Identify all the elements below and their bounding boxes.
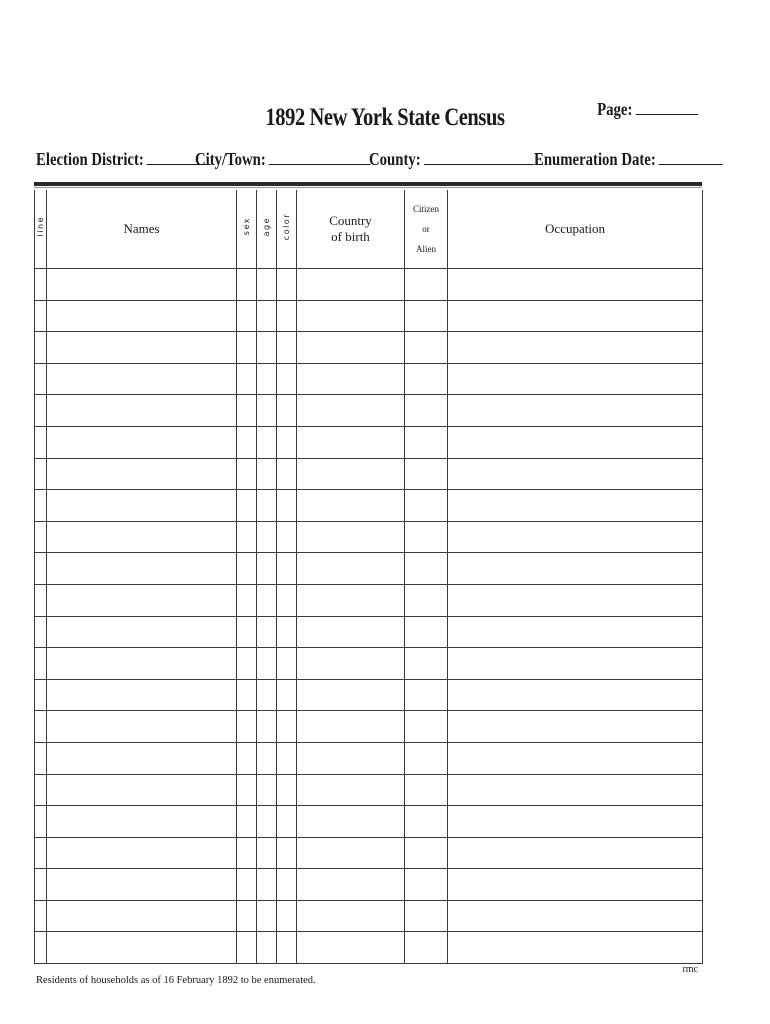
country-of-birth-cell[interactable]	[297, 742, 405, 774]
occupation-cell[interactable]	[448, 458, 703, 490]
country-of-birth-cell[interactable]	[297, 490, 405, 522]
country-of-birth-cell[interactable]	[297, 458, 405, 490]
name-cell[interactable]	[47, 679, 237, 711]
sex-cell[interactable]	[237, 806, 257, 838]
country-of-birth-cell[interactable]	[297, 300, 405, 332]
table-row	[35, 648, 703, 680]
citizen-or-alien-cell[interactable]	[405, 300, 448, 332]
sex-cell[interactable]	[237, 395, 257, 427]
country-of-birth-cell[interactable]	[297, 332, 405, 364]
line-cell[interactable]	[35, 711, 47, 743]
name-cell[interactable]	[47, 395, 237, 427]
name-cell[interactable]	[47, 363, 237, 395]
name-cell[interactable]	[47, 490, 237, 522]
table-row	[35, 426, 703, 458]
line-cell[interactable]	[35, 395, 47, 427]
color-cell[interactable]	[277, 426, 297, 458]
country-of-birth-cell[interactable]	[297, 426, 405, 458]
table-row	[35, 584, 703, 616]
form-initials: rmc	[682, 964, 698, 975]
line-cell[interactable]	[35, 837, 47, 869]
sex-cell[interactable]	[237, 648, 257, 680]
age-cell[interactable]	[257, 869, 277, 901]
color-cell[interactable]	[277, 458, 297, 490]
name-cell[interactable]	[47, 269, 237, 301]
color-cell[interactable]	[277, 521, 297, 553]
name-cell[interactable]	[47, 584, 237, 616]
occupation-cell[interactable]	[448, 426, 703, 458]
sex-cell[interactable]	[237, 363, 257, 395]
page-label: Page:	[597, 99, 633, 119]
country-of-birth-cell[interactable]	[297, 553, 405, 585]
census-rows	[35, 269, 703, 964]
name-cell[interactable]	[47, 900, 237, 932]
col-color: color	[277, 190, 297, 269]
occupation-cell[interactable]	[448, 932, 703, 964]
citizen-or-alien-cell[interactable]	[405, 900, 448, 932]
line-cell[interactable]	[35, 679, 47, 711]
table-row	[35, 521, 703, 553]
name-cell[interactable]	[47, 742, 237, 774]
line-cell[interactable]	[35, 458, 47, 490]
name-cell[interactable]	[47, 774, 237, 806]
color-cell[interactable]	[277, 932, 297, 964]
color-cell[interactable]	[277, 900, 297, 932]
color-cell[interactable]	[277, 332, 297, 364]
occupation-cell[interactable]	[448, 806, 703, 838]
line-cell[interactable]	[35, 363, 47, 395]
occupation-cell[interactable]	[448, 521, 703, 553]
citizen-or-alien-cell[interactable]	[405, 332, 448, 364]
occupation-cell[interactable]	[448, 332, 703, 364]
enumeration-date-field	[534, 148, 723, 170]
color-cell[interactable]	[277, 553, 297, 585]
county-label: County:	[369, 149, 421, 169]
table-row	[35, 774, 703, 806]
line-cell[interactable]	[35, 932, 47, 964]
table-row	[35, 932, 703, 964]
age-cell[interactable]	[257, 426, 277, 458]
sex-cell[interactable]	[237, 300, 257, 332]
color-cell[interactable]	[277, 837, 297, 869]
city-town-input[interactable]	[269, 148, 371, 165]
citizen-or-alien-cell[interactable]	[405, 521, 448, 553]
age-cell[interactable]	[257, 742, 277, 774]
occupation-cell[interactable]	[448, 648, 703, 680]
citizen-or-alien-cell[interactable]	[405, 490, 448, 522]
age-cell[interactable]	[257, 332, 277, 364]
footer-note: Residents of households as of 16 February 1892 to be enumerated.	[36, 975, 316, 986]
col-sex: sex	[237, 190, 257, 269]
election-district-field	[36, 148, 211, 170]
occupation-cell[interactable]	[448, 363, 703, 395]
table-row	[35, 806, 703, 838]
enumeration-date-input[interactable]	[659, 148, 723, 165]
city-town-field	[195, 148, 371, 170]
country-of-birth-cell[interactable]	[297, 711, 405, 743]
header-divider	[34, 182, 702, 186]
sex-cell[interactable]	[237, 837, 257, 869]
color-cell[interactable]	[277, 300, 297, 332]
age-cell[interactable]	[257, 837, 277, 869]
country-of-birth-cell[interactable]	[297, 648, 405, 680]
age-cell[interactable]	[257, 648, 277, 680]
occupation-cell[interactable]	[448, 837, 703, 869]
sex-cell[interactable]	[237, 269, 257, 301]
citizen-or-alien-cell[interactable]	[405, 363, 448, 395]
age-cell[interactable]	[257, 363, 277, 395]
country-of-birth-cell[interactable]	[297, 616, 405, 648]
county-field	[369, 148, 534, 170]
age-cell[interactable]	[257, 269, 277, 301]
line-cell[interactable]	[35, 332, 47, 364]
age-cell[interactable]	[257, 458, 277, 490]
color-cell[interactable]	[277, 395, 297, 427]
line-cell[interactable]	[35, 806, 47, 838]
col-citizen-or-alien: Citizen or Alien	[405, 190, 448, 269]
occupation-cell[interactable]	[448, 616, 703, 648]
sex-cell[interactable]	[237, 774, 257, 806]
sex-cell[interactable]	[237, 742, 257, 774]
page-input[interactable]	[636, 98, 698, 115]
country-of-birth-cell[interactable]	[297, 395, 405, 427]
citizen-or-alien-cell[interactable]	[405, 806, 448, 838]
name-cell[interactable]	[47, 458, 237, 490]
occupation-cell[interactable]	[448, 300, 703, 332]
table-row	[35, 395, 703, 427]
sex-cell[interactable]	[237, 426, 257, 458]
line-cell[interactable]	[35, 426, 47, 458]
occupation-cell[interactable]	[448, 869, 703, 901]
color-cell[interactable]	[277, 679, 297, 711]
city-town-label: City/Town:	[195, 149, 266, 169]
col-line: line	[35, 190, 47, 269]
line-cell[interactable]	[35, 521, 47, 553]
color-cell[interactable]	[277, 711, 297, 743]
sex-cell[interactable]	[237, 679, 257, 711]
age-cell[interactable]	[257, 521, 277, 553]
col-occupation: Occupation	[448, 190, 703, 269]
sex-cell[interactable]	[237, 553, 257, 585]
occupation-cell[interactable]	[448, 395, 703, 427]
occupation-cell[interactable]	[448, 742, 703, 774]
name-cell[interactable]	[47, 869, 237, 901]
sex-cell[interactable]	[237, 932, 257, 964]
color-cell[interactable]	[277, 869, 297, 901]
color-cell[interactable]	[277, 363, 297, 395]
election-district-label: Election District:	[36, 149, 144, 169]
occupation-cell[interactable]	[448, 269, 703, 301]
line-cell[interactable]	[35, 269, 47, 301]
sex-cell[interactable]	[237, 584, 257, 616]
age-cell[interactable]	[257, 616, 277, 648]
citizen-or-alien-cell[interactable]	[405, 553, 448, 585]
col-country-of-birth: Country of birth	[297, 190, 405, 269]
citizen-or-alien-cell[interactable]	[405, 616, 448, 648]
name-cell[interactable]	[47, 426, 237, 458]
name-cell[interactable]	[47, 553, 237, 585]
citizen-or-alien-cell[interactable]	[405, 742, 448, 774]
country-of-birth-cell[interactable]	[297, 521, 405, 553]
age-cell[interactable]	[257, 900, 277, 932]
name-cell[interactable]	[47, 616, 237, 648]
citizen-or-alien-cell[interactable]	[405, 679, 448, 711]
country-of-birth-cell[interactable]	[297, 584, 405, 616]
name-cell[interactable]	[47, 300, 237, 332]
country-of-birth-cell[interactable]	[297, 363, 405, 395]
color-cell[interactable]	[277, 269, 297, 301]
line-cell[interactable]	[35, 900, 47, 932]
name-cell[interactable]	[47, 648, 237, 680]
col-age: age	[257, 190, 277, 269]
color-cell[interactable]	[277, 806, 297, 838]
table-row	[35, 616, 703, 648]
enumeration-date-label: Enumeration Date:	[534, 149, 656, 169]
line-cell[interactable]	[35, 616, 47, 648]
country-of-birth-cell[interactable]	[297, 900, 405, 932]
color-cell[interactable]	[277, 648, 297, 680]
occupation-cell[interactable]	[448, 711, 703, 743]
table-row	[35, 900, 703, 932]
citizen-or-alien-cell[interactable]	[405, 837, 448, 869]
name-cell[interactable]	[47, 932, 237, 964]
occupation-cell[interactable]	[448, 679, 703, 711]
name-cell[interactable]	[47, 521, 237, 553]
country-of-birth-cell[interactable]	[297, 269, 405, 301]
line-cell[interactable]	[35, 869, 47, 901]
sex-cell[interactable]	[237, 616, 257, 648]
census-table	[34, 190, 703, 964]
color-cell[interactable]	[277, 584, 297, 616]
sex-cell[interactable]	[237, 900, 257, 932]
name-cell[interactable]	[47, 837, 237, 869]
table-row	[35, 679, 703, 711]
form-title: 1892 New York State Census	[265, 104, 505, 131]
citizen-or-alien-cell[interactable]	[405, 711, 448, 743]
age-cell[interactable]	[257, 806, 277, 838]
name-cell[interactable]	[47, 711, 237, 743]
line-cell[interactable]	[35, 553, 47, 585]
sex-cell[interactable]	[237, 490, 257, 522]
header-fields	[36, 148, 700, 174]
table-row	[35, 458, 703, 490]
color-cell[interactable]	[277, 742, 297, 774]
table-row	[35, 553, 703, 585]
citizen-or-alien-cell[interactable]	[405, 458, 448, 490]
sex-cell[interactable]	[237, 711, 257, 743]
occupation-cell[interactable]	[448, 584, 703, 616]
sex-cell[interactable]	[237, 458, 257, 490]
country-of-birth-cell[interactable]	[297, 774, 405, 806]
table-row	[35, 490, 703, 522]
age-cell[interactable]	[257, 774, 277, 806]
sex-cell[interactable]	[237, 332, 257, 364]
line-cell[interactable]	[35, 300, 47, 332]
occupation-cell[interactable]	[448, 490, 703, 522]
country-of-birth-cell[interactable]	[297, 869, 405, 901]
header-divider-thin	[34, 187, 702, 188]
age-cell[interactable]	[257, 395, 277, 427]
country-of-birth-cell[interactable]	[297, 806, 405, 838]
citizen-or-alien-cell[interactable]	[405, 584, 448, 616]
age-cell[interactable]	[257, 584, 277, 616]
table-row	[35, 742, 703, 774]
citizen-or-alien-cell[interactable]	[405, 426, 448, 458]
age-cell[interactable]	[257, 300, 277, 332]
line-cell[interactable]	[35, 648, 47, 680]
sex-cell[interactable]	[237, 869, 257, 901]
age-cell[interactable]	[257, 932, 277, 964]
occupation-cell[interactable]	[448, 774, 703, 806]
county-input[interactable]	[424, 148, 534, 165]
age-cell[interactable]	[257, 553, 277, 585]
age-cell[interactable]	[257, 679, 277, 711]
occupation-cell[interactable]	[448, 900, 703, 932]
country-of-birth-cell[interactable]	[297, 837, 405, 869]
citizen-or-alien-cell[interactable]	[405, 395, 448, 427]
page-field	[597, 98, 698, 120]
table-row	[35, 869, 703, 901]
line-cell[interactable]	[35, 774, 47, 806]
table-row	[35, 300, 703, 332]
color-cell[interactable]	[277, 616, 297, 648]
table-row	[35, 269, 703, 301]
citizen-or-alien-cell[interactable]	[405, 869, 448, 901]
color-cell[interactable]	[277, 490, 297, 522]
citizen-or-alien-cell[interactable]	[405, 269, 448, 301]
name-cell[interactable]	[47, 332, 237, 364]
table-row	[35, 363, 703, 395]
line-cell[interactable]	[35, 490, 47, 522]
name-cell[interactable]	[47, 806, 237, 838]
age-cell[interactable]	[257, 490, 277, 522]
table-row	[35, 332, 703, 364]
line-cell[interactable]	[35, 584, 47, 616]
citizen-or-alien-cell[interactable]	[405, 774, 448, 806]
column-headers	[35, 190, 703, 269]
age-cell[interactable]	[257, 711, 277, 743]
color-cell[interactable]	[277, 774, 297, 806]
citizen-or-alien-cell[interactable]	[405, 648, 448, 680]
line-cell[interactable]	[35, 742, 47, 774]
col-names: Names	[47, 190, 237, 269]
sex-cell[interactable]	[237, 521, 257, 553]
country-of-birth-cell[interactable]	[297, 679, 405, 711]
table-row	[35, 837, 703, 869]
country-of-birth-cell[interactable]	[297, 932, 405, 964]
table-row	[35, 711, 703, 743]
occupation-cell[interactable]	[448, 553, 703, 585]
citizen-or-alien-cell[interactable]	[405, 932, 448, 964]
